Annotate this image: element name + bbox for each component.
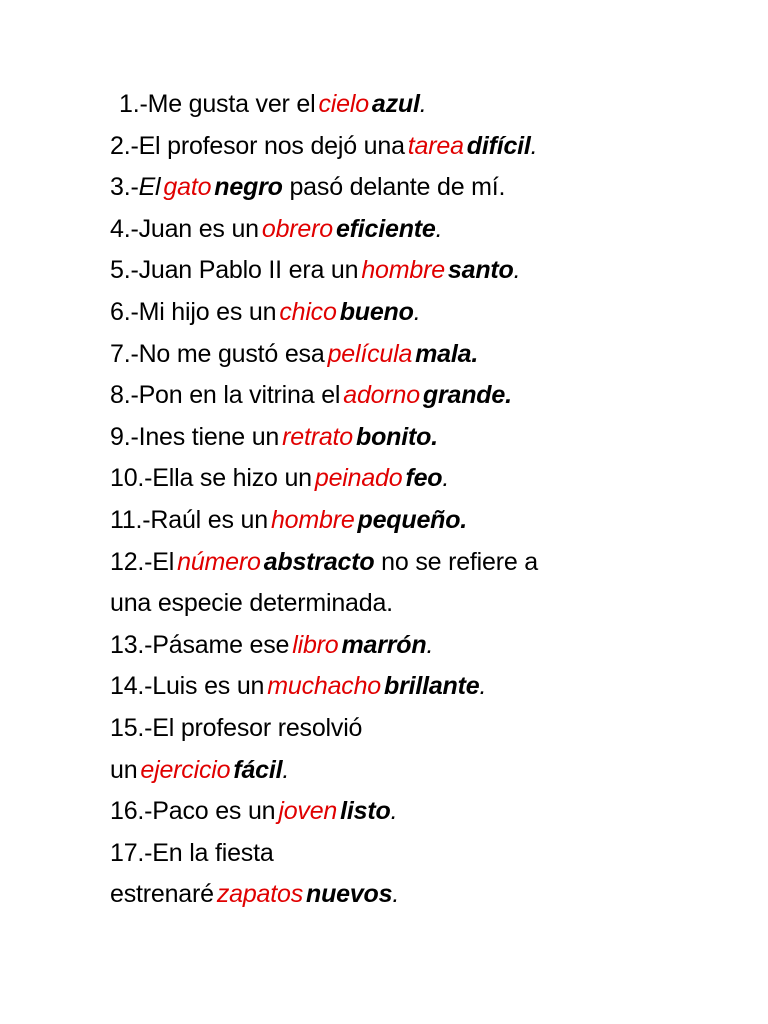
sentence-line — [110, 250, 670, 292]
italic-text: . — [530, 131, 538, 160]
adjective-word: nuevos — [306, 880, 393, 909]
noun-word: hombre — [270, 505, 355, 534]
sentence-text: 1.-Me gusta ver el — [119, 90, 316, 118]
adjective-word: listo — [340, 797, 391, 826]
sentence-text: 14.-Luis es un — [110, 672, 265, 701]
sentence-text: 8.-Pon en la vitrina el — [110, 381, 341, 410]
sentence-text: estrenaré — [110, 880, 214, 909]
sentence-line — [110, 334, 670, 376]
sentence-text: 7.-No me gustó esa — [110, 339, 325, 368]
noun-word: muchacho — [267, 672, 381, 701]
sentence-line — [110, 167, 670, 209]
sentence-line — [110, 458, 670, 500]
noun-word: película — [327, 339, 413, 368]
italic-text: . — [479, 672, 487, 701]
sentence-line — [110, 791, 670, 833]
italic-text: . — [392, 880, 400, 909]
sentence-text: 5.-Juan Pablo II era un — [110, 256, 359, 285]
sentence-line — [110, 126, 670, 168]
sentence-line — [110, 292, 670, 334]
adjective-word: azul — [371, 90, 420, 118]
noun-word: ejercicio — [140, 755, 231, 784]
sentence-line — [110, 417, 670, 459]
sentence-text: 11.-Raúl es un — [110, 505, 268, 534]
adjective-word: bonito. — [356, 422, 438, 451]
sentence-text: 3.- — [110, 173, 139, 202]
sentence-text: 9.-Ines tiene un — [110, 422, 280, 451]
adjective-word: bueno — [339, 297, 414, 326]
noun-word: obrero — [261, 214, 333, 243]
sentence-text: una especie determinada. — [110, 589, 393, 618]
sentence-line — [110, 625, 670, 667]
sentence-text: 10.-Ella se hizo un — [110, 464, 312, 493]
adjective-word: mala. — [415, 339, 479, 368]
adjective-word: fácil — [233, 755, 283, 784]
adjective-word: grande. — [422, 381, 512, 410]
adjective-word: eficiente — [335, 214, 436, 243]
italic-text: . — [442, 464, 450, 493]
noun-word: cielo — [318, 90, 369, 118]
italic-text: . — [282, 755, 290, 784]
sentence-text: 16.-Paco es un — [110, 797, 276, 826]
sentence-line — [110, 375, 670, 417]
sentence-text: 2.-El profesor nos dejó una — [110, 131, 405, 160]
sentence-text: 6.-Mi hijo es un — [110, 297, 277, 326]
noun-word: gato — [163, 173, 212, 202]
noun-word: tarea — [407, 131, 464, 160]
sentence-text: no se refiere a — [374, 547, 538, 576]
sentence-list — [110, 84, 670, 916]
sentence-line — [110, 209, 670, 251]
sentence-line — [110, 874, 670, 916]
italic-text: . — [413, 297, 421, 326]
noun-word: adorno — [343, 381, 420, 410]
adjective-word: feo — [405, 464, 443, 493]
sentence-line — [110, 500, 670, 542]
adjective-word: negro — [214, 173, 283, 202]
sentence-line — [110, 583, 670, 625]
sentence-text: pasó delante de mí. — [282, 173, 506, 202]
noun-word: joven — [278, 797, 338, 826]
sentence-text: 12.-El — [110, 547, 175, 576]
sentence-line — [110, 750, 670, 792]
noun-word: retrato — [282, 422, 353, 451]
sentence-line — [110, 542, 670, 584]
adjective-word: abstracto — [263, 547, 375, 576]
sentence-text: un — [110, 755, 138, 784]
sentence-text: 17.-En la fiesta — [110, 838, 274, 867]
sentence-line — [110, 84, 670, 126]
adjective-word: brillante — [384, 672, 480, 701]
noun-word: chico — [279, 297, 337, 326]
sentence-text: 13.-Pásame ese — [110, 630, 290, 659]
noun-word: hombre — [361, 256, 445, 285]
noun-word: número — [177, 547, 261, 576]
adjective-word: marrón — [341, 630, 427, 659]
sentence-text: 15.-El profesor resolvió — [110, 713, 363, 742]
sentence-line — [110, 833, 670, 875]
italic-text: . — [390, 797, 398, 826]
noun-word: peinado — [314, 464, 403, 493]
noun-word: zapatos — [216, 880, 303, 909]
italic-text: . — [419, 90, 427, 118]
sentence-line — [110, 708, 670, 750]
adjective-word: difícil — [466, 131, 531, 160]
italic-text: . — [513, 256, 521, 285]
adjective-word: santo — [447, 256, 514, 285]
italic-text: . — [426, 630, 434, 659]
italic-text: El — [138, 173, 161, 202]
italic-text: . — [435, 214, 443, 243]
sentence-line — [110, 666, 670, 708]
noun-word: libro — [292, 630, 339, 659]
sentence-text: 4.-Juan es un — [110, 214, 259, 243]
adjective-word: pequeño. — [357, 505, 468, 534]
